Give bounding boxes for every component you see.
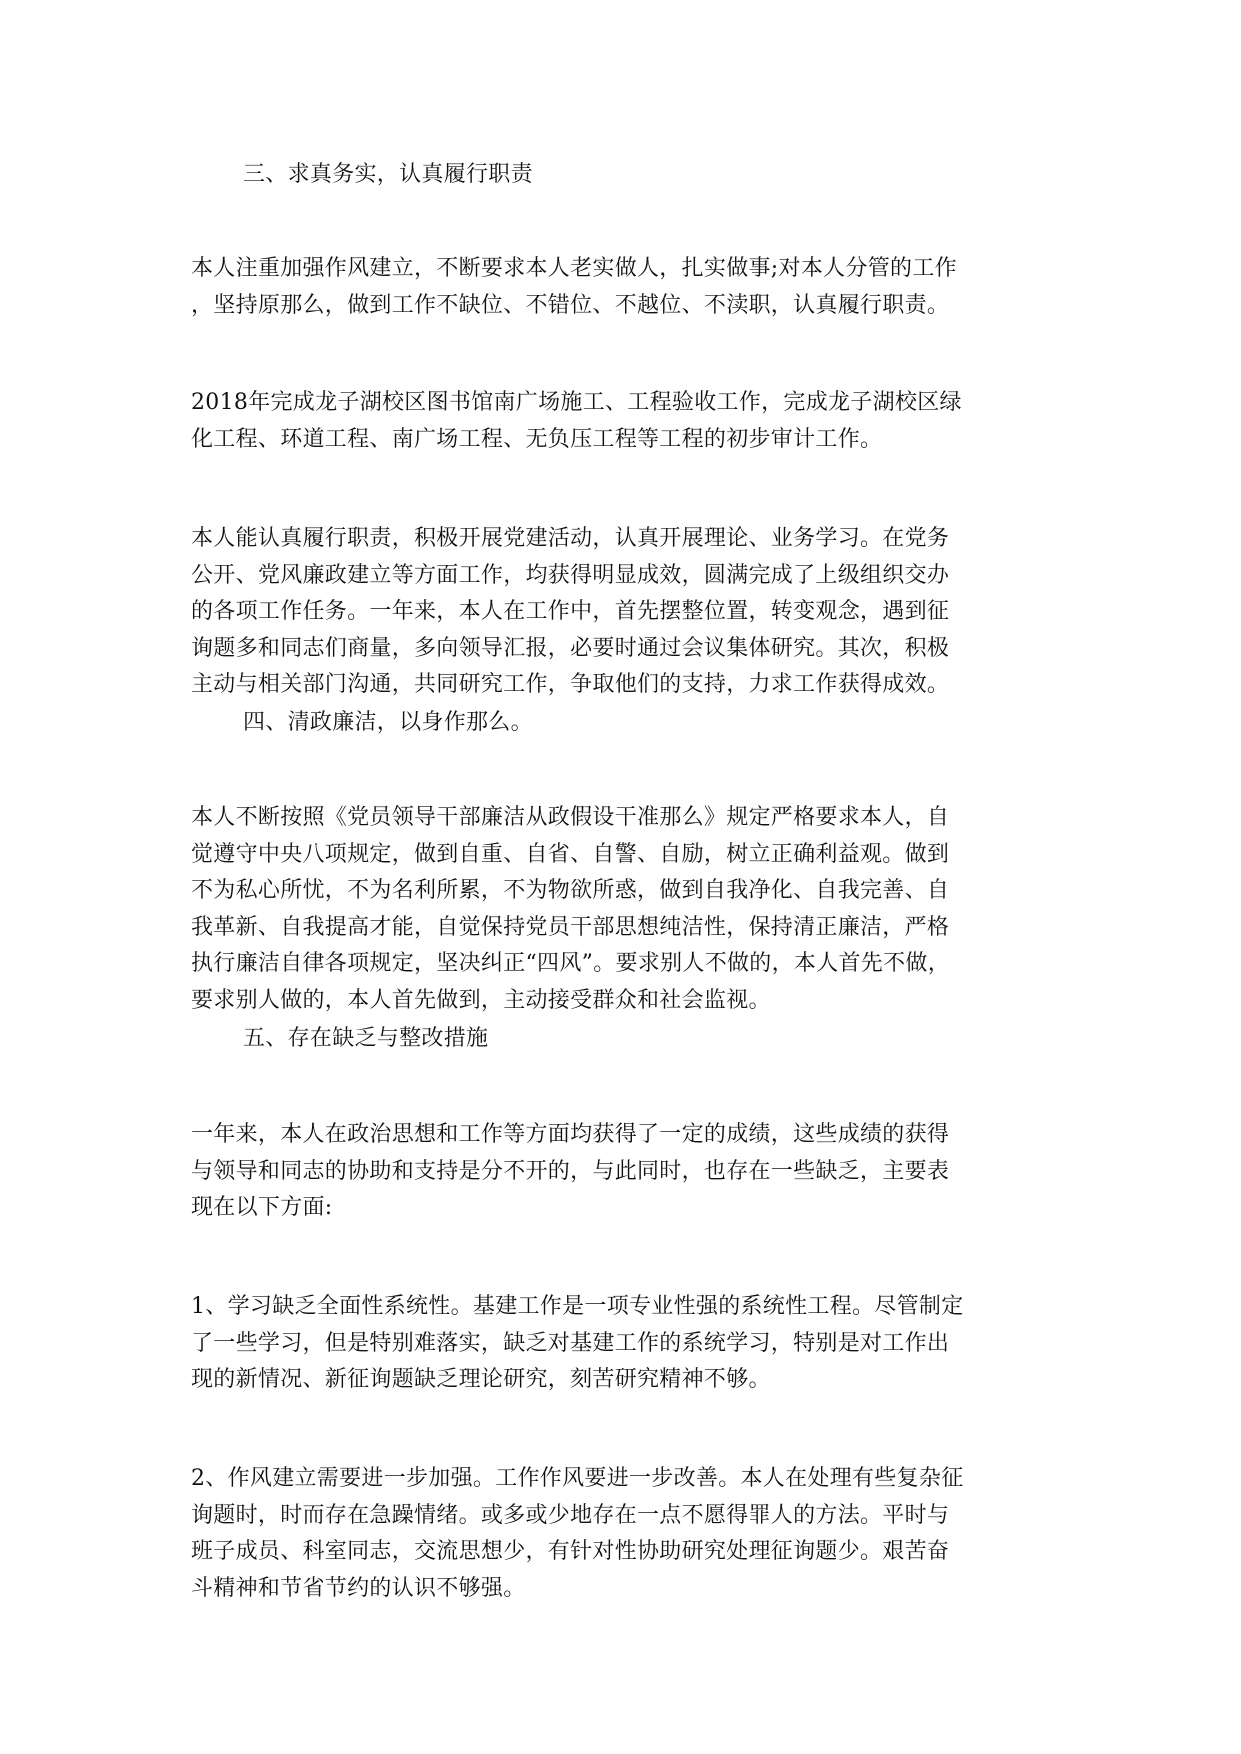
text-line: 与领导和同志的协助和支持是分不开的，与此同时，也存在一些缺乏，主要表 <box>191 1158 950 1184</box>
text-line: 执行廉洁自律各项规定，坚决纠正“四风”。要求别人不做的，本人首先不做， <box>191 951 950 976</box>
section-heading-5 <box>243 1021 1103 1058</box>
text-line: 现的新情况、新征询题缺乏理论研究，刻苦研究精神不够。 <box>191 1367 771 1392</box>
text-line: 五、存在缺乏与整改措施 <box>243 1026 489 1051</box>
text-line: 2018年完成龙子湖校区图书馆南广场施工、工程验收工作，完成龙子湖校区绿 <box>191 390 962 415</box>
paragraph-party-building <box>191 521 1051 704</box>
paragraph-shortcomings-intro <box>191 1117 1051 1227</box>
section-heading-3 <box>243 157 1103 194</box>
text-line: 本人能认真履行职责，积极开展党建活动，认真开展理论、业务学习。在党务 <box>191 526 950 551</box>
text-line: 本人不断按照《党员领导干部廉洁从政假设干准那么》规定严格要求本人，自 <box>191 805 950 830</box>
text-line: 一年来，本人在政治思想和工作等方面均获得了一定的成绩，这些成绩的获得 <box>191 1122 950 1147</box>
paragraph-work-style <box>191 251 1051 324</box>
text-line: 公开、党风廉政建立等方面工作，均获得明显成效，圆满完成了上级组织交办 <box>191 562 950 588</box>
text-line: 现在以下方面: <box>191 1195 333 1220</box>
text-line: 了一些学习，但是特别难落实，缺乏对基建工作的系统学习，特别是对工作出 <box>191 1330 950 1356</box>
text-line: 四、清政廉洁，以身作那么。 <box>243 710 533 735</box>
text-line: 班子成员、科室同志，交流思想少，有针对性协助研究处理征询题少。艰苦奋 <box>191 1539 950 1564</box>
text-line: 我革新、自我提高才能，自觉保持党员干部思想纯洁性，保持清正廉洁，严格 <box>191 914 950 940</box>
paragraph-integrity <box>191 800 1051 1019</box>
text-line: 要求别人做的，本人首先做到，主动接受群众和社会监视。 <box>191 987 771 1013</box>
text-line: 化工程、环道工程、南广场工程、无负压工程等工程的初步审计工作。 <box>191 426 883 452</box>
text-line: 主动与相关部门沟通，共同研究工作，争取他们的支持，力求工作获得成效。 <box>191 672 950 697</box>
text-line: 觉遵守中央八项规定，做到自重、自省、自警、自励，树立正确利益观。做到 <box>191 841 950 867</box>
text-line: ，坚持原那么，做到工作不缺位、不错位、不越位、不渎职，认真履行职责。 <box>191 292 950 318</box>
paragraph-shortcoming-2 <box>191 1461 1051 1607</box>
text-line: 询题时，时而存在急躁情绪。或多或少地存在一点不愿得罪人的方法。平时与 <box>191 1502 950 1528</box>
text-line: 本人注重加强作风建立，不断要求本人老实做人，扎实做事;对本人分管的工作 <box>191 256 957 281</box>
text-line: 1、学习缺乏全面性系统性。基建工作是一项专业性强的系统性工程。尽管制定 <box>191 1294 964 1319</box>
text-line: 斗精神和节省节约的认识不够强。 <box>191 1575 526 1601</box>
paragraph-2018-projects <box>191 385 1051 458</box>
section-heading-4 <box>243 705 1103 742</box>
text-line: 不为私心所忧，不为名利所累，不为物欲所惑，做到自我净化、自我完善、自 <box>191 878 950 903</box>
text-line: 三、求真务实，认真履行职责 <box>243 162 533 187</box>
text-line: 的各项工作任务。一年来，本人在工作中，首先摆整位置，转变观念，遇到征 <box>191 599 950 624</box>
text-line: 询题多和同志们商量，多向领导汇报，必要时通过会议集体研究。其次，积极 <box>191 635 950 661</box>
text-line: 2、作风建立需要进一步加强。工作作风要进一步改善。本人在处理有些复杂征 <box>191 1466 964 1491</box>
paragraph-shortcoming-1 <box>191 1289 1051 1399</box>
